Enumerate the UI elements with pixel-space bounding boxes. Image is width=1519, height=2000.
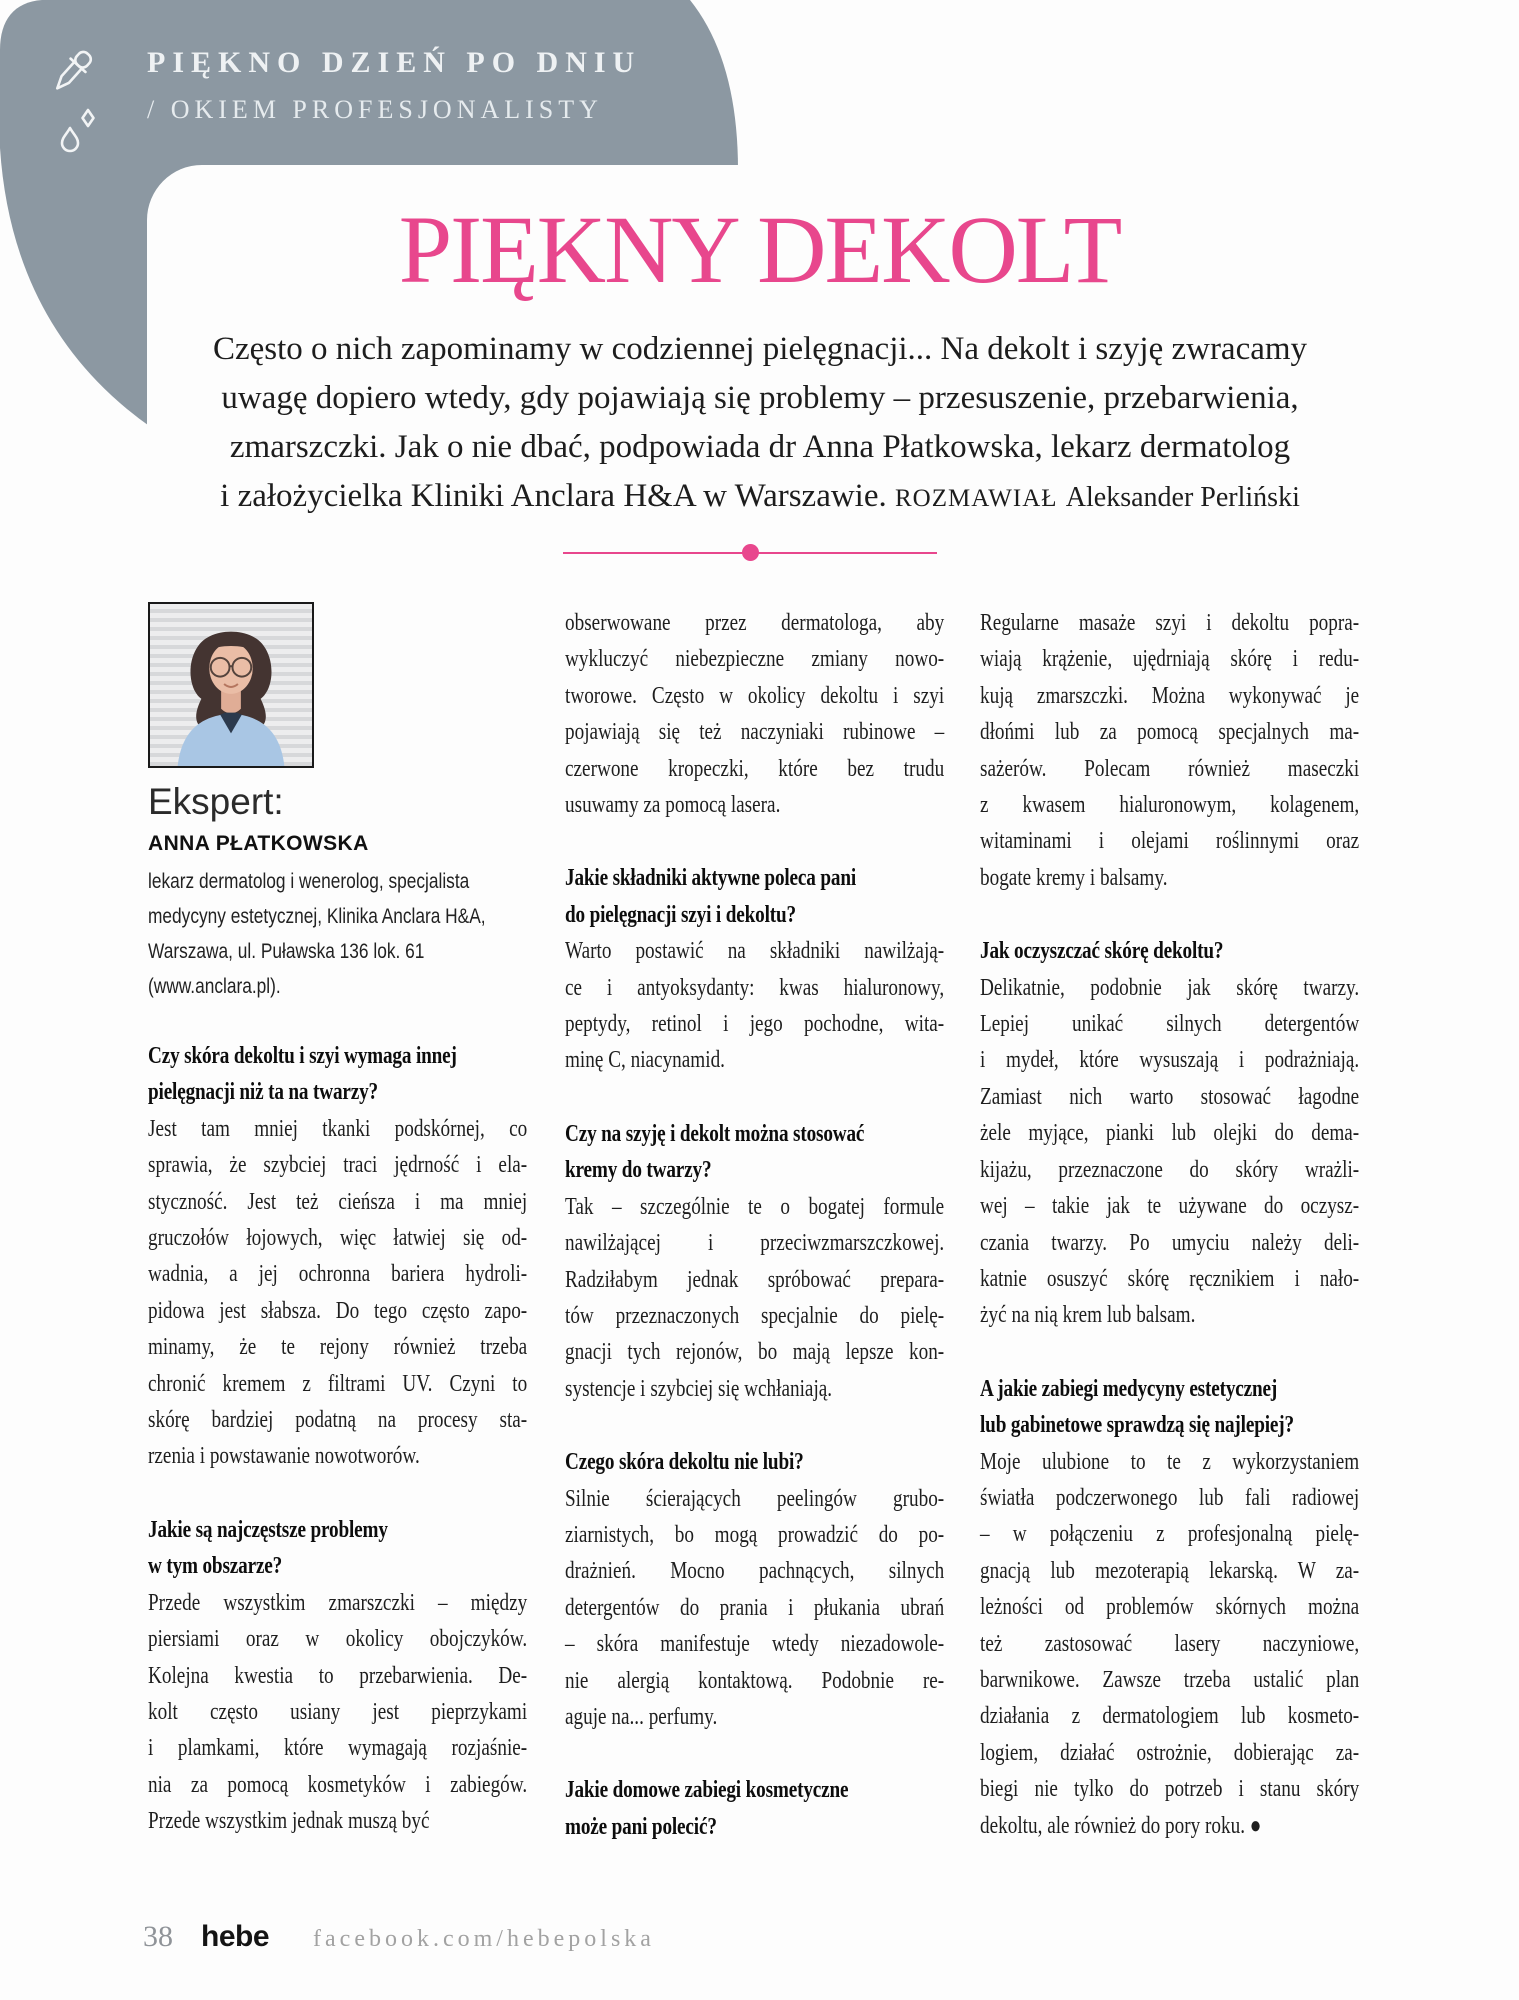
section-divider xyxy=(563,552,937,554)
answer-line: Przede wszystkim jednak muszą być xyxy=(148,1808,430,1835)
answer-line: czania twarzy. Po umyciu należy deli- xyxy=(980,1229,1360,1256)
question-block xyxy=(565,1116,944,1189)
answer-line: drażnień. Mocno pachnących, silnych xyxy=(565,1558,945,1585)
question-line: kremy do twarzy? xyxy=(565,1157,712,1184)
question-line: Czy skóra dekoltu i szyi wymaga innej xyxy=(148,1043,457,1069)
answer-line: skórę bardziej podatną na procesy sta- xyxy=(148,1407,528,1434)
answer-line: pojawiają się też naczyniaki rubinowe – xyxy=(565,719,945,746)
answer-line: Regularne masaże szyi i dekoltu popra- xyxy=(980,610,1360,636)
col-left xyxy=(148,1038,622,1840)
question-block xyxy=(565,1444,944,1480)
answer-line: żyć na nią krem lub balsam. xyxy=(980,1302,1196,1329)
kicker-line-1: PIĘKNO DZIEŃ PO DNIU xyxy=(147,46,642,79)
answer-line: światła podczerwonego lub fali radiowej xyxy=(980,1484,1360,1511)
lead-line: Często o nich zapominamy w codziennej pielęgnacji... Na dekolt i szyję zwracamy xyxy=(212,331,1308,367)
answer-block xyxy=(148,1585,527,1840)
answer-line: działania z dermatologiem lub kosmeto- xyxy=(980,1703,1360,1730)
answer-block xyxy=(565,933,944,1079)
expert-bio xyxy=(148,864,527,1004)
answer-line: pidowa jest słabsza. Do tego często zapo- xyxy=(148,1297,528,1324)
answer-line: z kwasem hialuronowym, kolagenem, xyxy=(980,792,1360,819)
answer-block xyxy=(980,605,1359,896)
answer-line: nia za pomocą kosmetyków i zabiegów. xyxy=(148,1771,528,1798)
answer-line: sażerów. Polecam również maseczki xyxy=(980,755,1360,782)
answer-line: minę C, niacynamid. xyxy=(565,1047,725,1074)
answer-line: gnacją lub mezoterapią lekarską. W za- xyxy=(980,1557,1360,1584)
answer-line: detergentów do prania i płukania ubrań xyxy=(565,1594,945,1621)
answer-line: żele myjące, pianki lub olejki do dema- xyxy=(980,1120,1360,1147)
question-line: A jakie zabiegi medycyny estetycznej xyxy=(980,1375,1278,1402)
answer-line: Delikatnie, podobnie jak skórę twarzy. xyxy=(980,974,1360,1001)
answer-block xyxy=(565,1189,944,1407)
byline-name: Aleksander Perliński xyxy=(1065,482,1300,513)
answer-line: ce i antyoksydanty: kwas hialuronowy, xyxy=(565,974,945,1001)
question-line: Czy na szyję i dekolt można stosować xyxy=(565,1120,865,1147)
answer-line: barwnikowe. Zawsze trzeba ustalić plan xyxy=(980,1666,1360,1693)
answer-block xyxy=(565,605,944,823)
question-line: lub gabinetowe sprawdzą się najlepiej? xyxy=(980,1412,1294,1439)
answer-line: minamy, że te rejony również trzeba xyxy=(148,1334,528,1361)
answer-line: nawilżającej i przeciwzmarszczkowej. xyxy=(565,1230,945,1257)
answer-line: usuwamy za pomocą lasera. xyxy=(565,792,781,819)
answer-line: Radziłabym jednak spróbować prepara- xyxy=(565,1266,945,1293)
lead-lines xyxy=(160,325,1360,472)
answer-line: leżności od problemów skórnych można xyxy=(980,1594,1360,1621)
article-title: PIĘKNY DEKOLT xyxy=(398,196,1121,303)
answer-block xyxy=(565,1481,944,1736)
question-block xyxy=(980,933,1359,969)
answer-line: obserwowane przez dermatologa, aby xyxy=(565,610,945,636)
divider-dot-icon xyxy=(742,544,759,561)
answer-line: nie alergią kontaktową. Podobnie re- xyxy=(565,1667,945,1694)
answer-line: i mydeł, które wysuszają i podrażniają. xyxy=(980,1047,1360,1074)
lead-line-4: i założycielka Kliniki Anclara H&A w Warszawie. xyxy=(220,478,887,514)
answer-line: czerwone kropeczki, które bez trudu xyxy=(565,755,945,782)
question-line: Jakie składniki aktywne poleca pani xyxy=(565,865,857,892)
answer-line: Silnie ścierających peelingów grubo- xyxy=(565,1485,945,1512)
answer-line: Moje ulubione to te z wykorzystaniem xyxy=(980,1448,1360,1475)
expert-bio-line: medycyny estetycznej, Klinika Anclara H&A, xyxy=(148,905,486,928)
question-line: pielęgnacji niż ta na twarzy? xyxy=(148,1079,378,1106)
answer-line: – w połączeniu z profesjonalną pielę- xyxy=(980,1521,1360,1548)
answer-line: katnie osuszyć skórę ręcznikiem i nało- xyxy=(980,1265,1360,1292)
answer-line: – skóra manifestuje wtedy niezadowole- xyxy=(565,1631,945,1658)
answer-line: witaminami i olejami roślinnymi oraz xyxy=(980,828,1360,855)
answer-line: dłońmi lub za pomocą specjalnych ma- xyxy=(980,719,1360,746)
expert-photo xyxy=(148,602,314,768)
answer-line: logiem, działać ostrożnie, dobierając za- xyxy=(980,1739,1360,1766)
lead-last-line xyxy=(160,472,1360,523)
answer-line: wiają krążenie, ujędrniają skórę i redu- xyxy=(980,646,1360,673)
question-line: do pielęgnacji szyi i dekoltu? xyxy=(565,901,796,928)
answer-line: tów przeznaczonych specjalnie do pielę- xyxy=(565,1302,945,1329)
dropper-icon xyxy=(50,46,114,156)
byline-label: ROZMAWIAŁ xyxy=(895,485,1058,512)
answer-line: Tak – szczególnie te o bogatej formule xyxy=(565,1193,945,1220)
expert-box xyxy=(148,780,548,1004)
expert-heading: Ekspert: xyxy=(148,781,284,822)
question-block xyxy=(148,1038,527,1111)
question-line: Jakie domowe zabiegi kosmetyczne xyxy=(565,1777,849,1804)
question-line: w tym obszarze? xyxy=(148,1553,283,1580)
answer-line: kują zmarszczki. Można wykonywać je xyxy=(980,682,1360,709)
answer-line: dekoltu, ale również do pory roku. ● xyxy=(980,1812,1262,1839)
facebook-url: facebook.com/hebepolska xyxy=(313,1926,655,1952)
answer-line: Warto postawić na składniki nawilżają- xyxy=(565,938,945,965)
answer-line: gruczołów łojowych, więc łatwiej się od- xyxy=(148,1225,528,1252)
answer-line: Jest tam mniej tkanki podskórnej, co xyxy=(148,1115,528,1142)
portrait-anna-platkowska xyxy=(150,604,312,766)
lead-line: uwagę dopiero wtedy, gdy pojawiają się problemy – przesuszenie, przebarwienia, xyxy=(221,380,1299,416)
answer-line: gnacji tych rejonów, bo mają lepsze kon- xyxy=(565,1339,945,1366)
answer-line: i plamkami, które wymagają rozjaśnie- xyxy=(148,1735,528,1762)
question-block xyxy=(565,860,944,933)
answer-line: piersiami oraz w okolicy obojczyków. xyxy=(148,1626,528,1653)
answer-line: biegi nie tylko do potrzeb i stanu skóry xyxy=(980,1776,1360,1803)
answer-line: Zamiast nich warto stosować łagodne xyxy=(980,1083,1360,1110)
kicker-line-2: / OKIEM PROFESJONALISTY xyxy=(147,95,603,124)
question-block xyxy=(980,1371,1359,1444)
question-line: Czego skóra dekoltu nie lubi? xyxy=(565,1449,804,1476)
section-kicker xyxy=(147,44,641,126)
question-line: Jak oczyszczać skórę dekoltu? xyxy=(980,938,1224,965)
answer-line: ziarnistych, bo mogą prowadzić do po- xyxy=(565,1521,945,1548)
answer-line: aguje na... perfumy. xyxy=(565,1703,718,1730)
expert-bio-line: (www.anclara.pl). xyxy=(148,975,281,998)
answer-line: peptydy, retinol i jego pochodne, wita- xyxy=(565,1011,945,1038)
col-middle xyxy=(565,605,1039,1845)
expert-name: ANNA PŁATKOWSKA xyxy=(148,832,369,855)
answer-line: rzenia i powstawanie nowotworów. xyxy=(148,1443,420,1470)
answer-block xyxy=(980,1444,1359,1844)
answer-line: Przede wszystkim zmarszczki – między xyxy=(148,1589,528,1616)
col-right xyxy=(980,605,1454,1844)
answer-line: wykluczyć niebezpieczne zmiany nowo- xyxy=(565,646,945,673)
answer-line: wadnia, a jej ochronna bariera hydroli- xyxy=(148,1261,528,1288)
answer-line: bogate kremy i balsamy. xyxy=(980,864,1168,891)
answer-line: sprawia, że szybciej traci jędrność i ela- xyxy=(148,1152,528,1179)
answer-block xyxy=(980,970,1359,1334)
answer-line: chronić kremem z filtrami UV. Czyni to xyxy=(148,1370,528,1397)
answer-line: kijażu, przeznaczone do skóry wrażli- xyxy=(980,1156,1360,1183)
answer-line: kolt często usiany jest pieprzykami xyxy=(148,1698,528,1725)
answer-line: Lepiej unikać silnych detergentów xyxy=(980,1011,1360,1038)
answer-line: styczność. Jest też cieńsza i ma mniej xyxy=(148,1188,528,1215)
answer-line: też zastosować lasery naczyniowe, xyxy=(980,1630,1360,1657)
hebe-logo: hebe xyxy=(201,1920,270,1953)
answer-line: wej – takie jak te używane do oczysz- xyxy=(980,1193,1360,1220)
page-number: 38 xyxy=(143,1920,173,1953)
answer-line: Kolejna kwestia to przebarwienia. De- xyxy=(148,1662,528,1689)
question-block xyxy=(148,1512,527,1585)
question-block xyxy=(565,1772,944,1845)
article-lead xyxy=(160,325,1360,523)
answer-line: systencje i szybciej się wchłaniają. xyxy=(565,1375,833,1402)
question-line: może pani polecić? xyxy=(565,1813,717,1840)
expert-bio-line: Warszawa, ul. Puławska 136 lok. 61 xyxy=(148,940,425,963)
lead-line: zmarszczki. Jak o nie dbać, podpowiada dr Anna Płatkowska, lekarz dermatolog xyxy=(229,429,1291,465)
answer-line: tworowe. Często w okolicy dekoltu i szyi xyxy=(565,682,945,709)
expert-bio-line: lekarz dermatolog i wenerolog, specjalista xyxy=(148,870,470,893)
page-footer xyxy=(143,1920,655,1954)
answer-block xyxy=(148,1111,527,1475)
question-line: Jakie są najczęstsze problemy xyxy=(148,1516,388,1543)
